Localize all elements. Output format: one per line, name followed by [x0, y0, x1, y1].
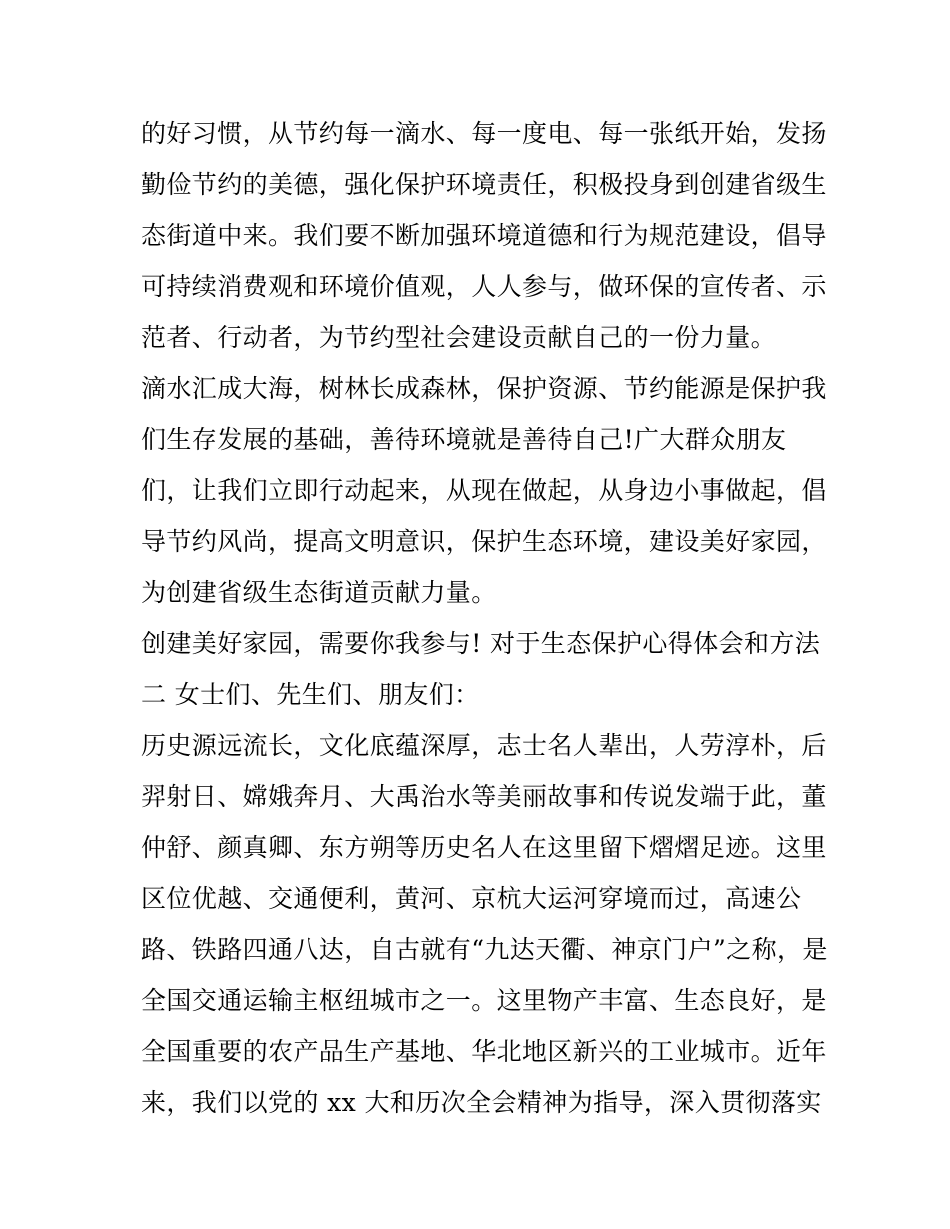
text-line: 二 女士们、先生们、朋友们： — [141, 680, 480, 709]
text-line: 全国重要的农产品生产基地、华北地区新兴的工业城市。近年 — [141, 1037, 827, 1066]
text-line: 创建美好家园，需要你我参与! 对于生态保护心得体会和方法 — [141, 629, 821, 658]
document-body — [141, 108, 828, 1128]
text-line: 历史源远流长，文化底蕴深厚，志士名人辈出，人劳淳朴，后 — [141, 731, 827, 760]
text-line: 勤俭节约的美德，强化保护环境责任，积极投身到创建省级生 — [141, 170, 827, 199]
text-line: 可持续消费观和环境价值观，人人参与，做环保的宣传者、示 — [141, 272, 827, 301]
text-line: 态街道中来。我们要不断加强环境道德和行为规范建设，倡导 — [141, 221, 827, 250]
text-line: 区位优越、交通便利，黄河、京杭大运河穿境而过，高速公 — [141, 884, 802, 913]
text-line: 羿射日、嫦娥奔月、大禹治水等美丽故事和传说发端于此，董 — [141, 782, 827, 811]
text-line: 为创建省级生态街道贡献力量。 — [141, 578, 497, 607]
text-line: 滴水汇成大海，树林长成森林，保护资源、节约能源是保护我 — [141, 374, 827, 403]
text-line: 路、铁路四通八达，自古就有“九达天衢、神京门户”之称，是 — [141, 935, 828, 964]
text-line: 范者、行动者，为节约型社会建设贡献自己的一份力量。 — [141, 323, 777, 352]
text-line: 全国交通运输主枢纽城市之一。这里物产丰富、生态良好，是 — [141, 986, 827, 1015]
text-line: 的好习惯，从节约每一滴水、每一度电、每一张纸开始，发扬 — [141, 119, 827, 148]
text-line: 导节约风尚，提高文明意识，保护生态环境，建设美好家园， — [141, 527, 827, 556]
text-line: 来，我们以党的 xx 大和历次全会精神为指导，深入贯彻落实 — [141, 1088, 822, 1117]
text-line: 们，让我们立即行动起来，从现在做起，从身边小事做起，倡 — [141, 476, 827, 505]
text-line: 仲舒、颜真卿、东方朔等历史名人在这里留下熠熠足迹。这里 — [141, 833, 827, 862]
text-line: 们生存发展的基础，善待环境就是善待自己!广大群众朋友 — [141, 425, 787, 454]
